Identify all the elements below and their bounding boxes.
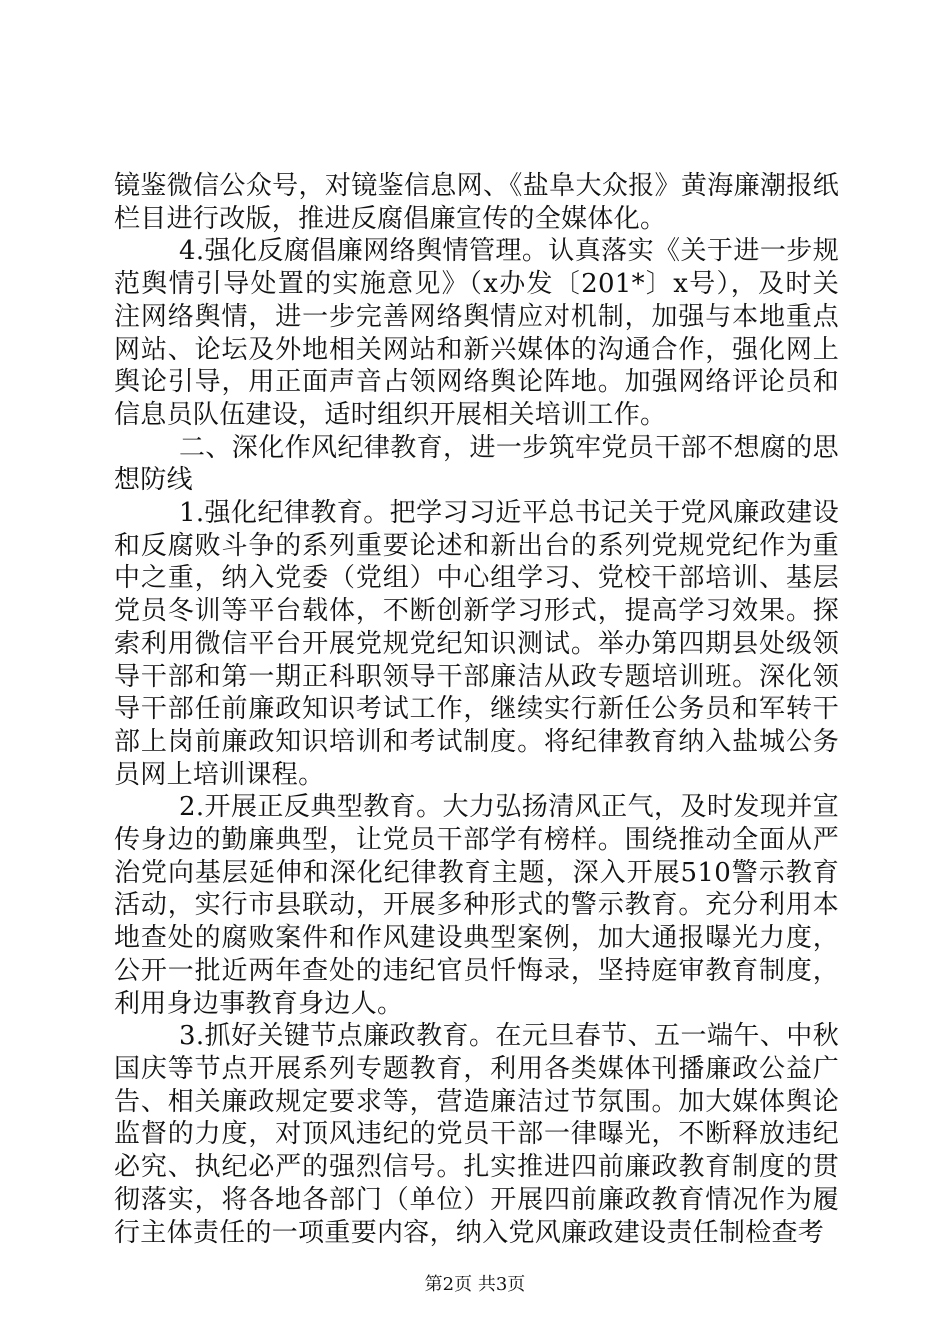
paragraph-item-2: 2.开展正反典型教育。大力弘扬清风正气，及时发现并宣传身边的勤廉典型，让党员干部学有榜样。围绕推动全面从严治党向基层延伸和深化纪律教育主题，深入开展510警示教育活动，实行市县联动，开展多种形式的警示教育。充分利用本地查处的腐败案件和作风建设典型案例，加大通报曝光力度，公开一批近两年查处的违纪官员忏悔录，坚持庭审教育制度，利用身边事教育身边人。 — [114, 792, 839, 1019]
paragraph-continuation: 镜鉴微信公众号，对镜鉴信息网、《盐阜大众报》黄海廉潮报纸栏目进行改版，推进反腐倡廉宣传的全媒体化。 — [114, 171, 839, 234]
section-heading-2: 二、深化作风纪律教育，进一步筑牢党员干部不想腐的思想防线 — [114, 432, 839, 496]
document-body — [114, 170, 839, 1249]
paragraph-item-4: 4.强化反腐倡廉网络舆情管理。认真落实《关于进一步规范舆情引导处置的实施意见》（x办发〔201*〕x号），及时关注网络舆情，进一步完善网络舆情应对机制，加强与本地重点网站、论坛及外地相关网站和新兴媒体的沟通合作，强化网上舆论引导，用正面声音占领网络舆论阵地。加强网络评论员和信息员队伍建设，适时组织开展相关培训工作。 — [114, 236, 839, 430]
page-number-footer: 第2页 共3页 — [424, 1274, 526, 1295]
paragraph-item-3: 3.抓好关键节点廉政教育。在元旦春节、五一端午、中秋国庆等节点开展系列专题教育，利用各类媒体刊播廉政公益广告、相关廉政规定要求等，营造廉洁过节氛围。加大媒体舆论监督的力度，对顶风违纪的党员干部一律曝光，不断释放违纪必究、执纪必严的强烈信号。扎实推进四前廉政教育制度的贯彻落实，将各地各部门（单位）开展四前廉政教育情况作为履行主体责任的一项重要内容，纳入党风廉政建设责任制检查考 — [114, 1021, 839, 1248]
paragraph-item-1: 1.强化纪律教育。把学习习近平总书记关于党风廉政建设和反腐败斗争的系列重要论述和新出台的系列党规党纪作为重中之重，纳入党委（党组）中心组学习、党校干部培训、基层党员冬训等平台载体，不断创新学习形式，提高学习效果。探索利用微信平台开展党规党纪知识测试。举办第四期县处级领导干部和第一期正科职领导干部廉洁从政专题培训班。深化领导干部任前廉政知识考试工作，继续实行新任公务员和军转干部上岗前廉政知识培训和考试制度。将纪律教育纳入盐城公务员网上培训课程。 — [114, 498, 839, 790]
